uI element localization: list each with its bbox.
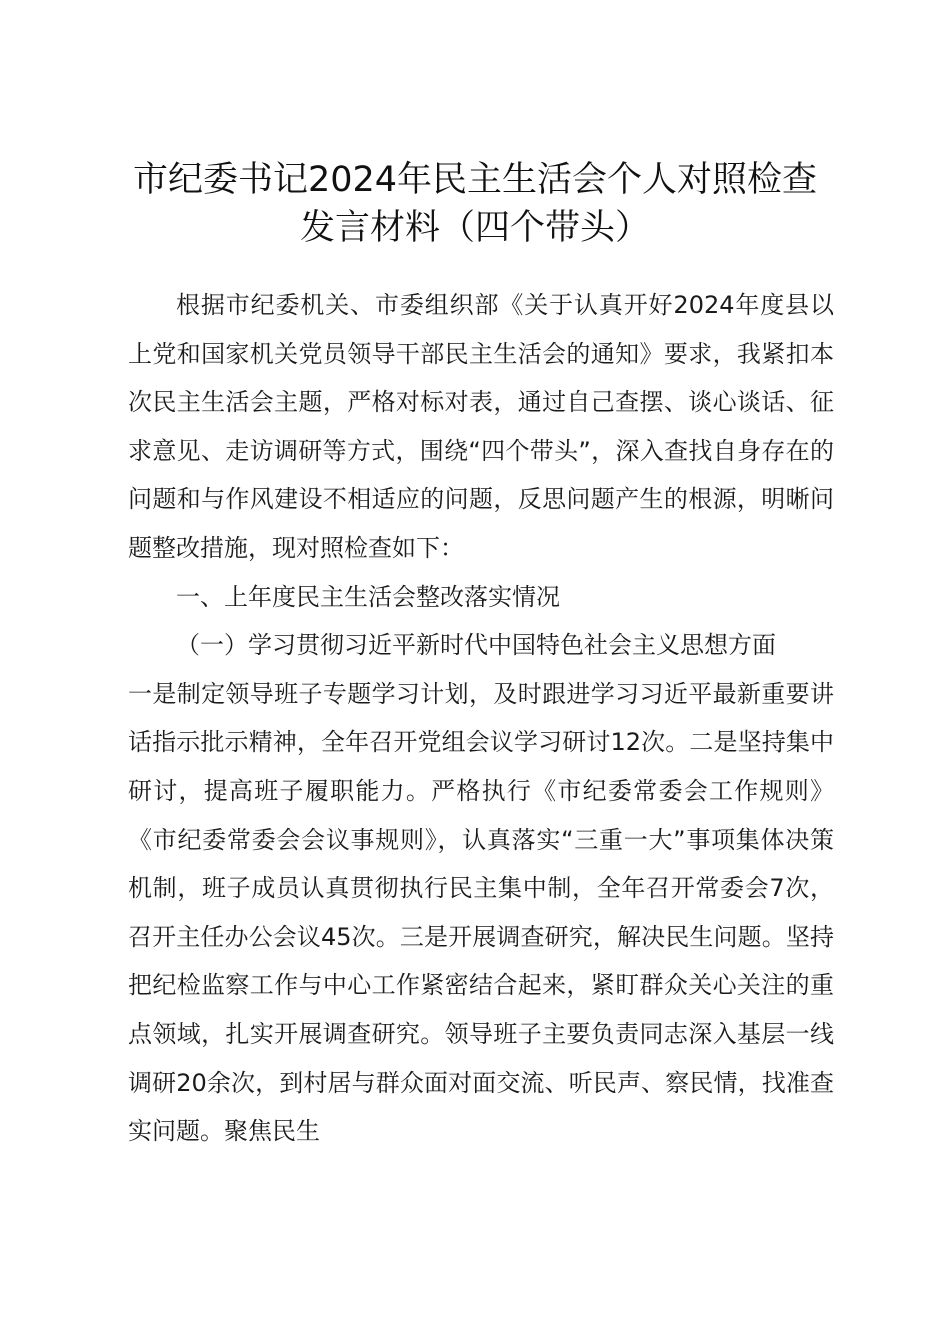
intro-paragraph: 根据市纪委机关、市委组织部《关于认真开好2024年度县以上党和国家机关党员领导干部民主生活会的通知》要求，我紧扣本次民主生活会主题，严格对标对表，通过自己查摆、谈心谈话、征求意见、走访调研等方式，围绕“四个带头”，深入查找自身存在的问题和与作风建设不相适应的问题，反思问题产生的根源，明晰问题整改措施，现对照检查如下： — [128, 291, 834, 562]
document-title-line-1: 市纪委书记2024年民主生活会个人对照检查 — [132, 160, 818, 200]
subsection-1-body: 一是制定领导班子专题学习计划，及时跟进学习习近平最新重要讲话指示批示精神，全年召开党组会议学习研讨12次。二是坚持集中研讨，提高班子履职能力。严格执行《市纪委常委会工作规则》《市纪委常委会会议事规则》，认真落实“三重一大”事项集体决策机制，班子成员认真贯彻执行民主集中制，全年召开常委会7次，召开主任办公会议45次。三是开展调查研究，解决民生问题。坚持把纪检监察工作与中心工作紧密结合起来，紧盯群众关心关注的重点领域，扎实开展调查研究。领导班子主要负责同志深入基层一线调研20余次，到村居与群众面对面交流、听民声、察民情，找准查实问题。聚焦民生 — [128, 679, 834, 1146]
document-body — [128, 281, 834, 1156]
subsection-heading-1: （一）学习贯彻习近平新时代中国特色社会主义思想方面 — [176, 631, 776, 660]
section-heading-1: 一、上年度民主生活会整改落实情况 — [176, 582, 560, 611]
document-title-line-2: 发言材料（四个带头） — [299, 208, 650, 248]
